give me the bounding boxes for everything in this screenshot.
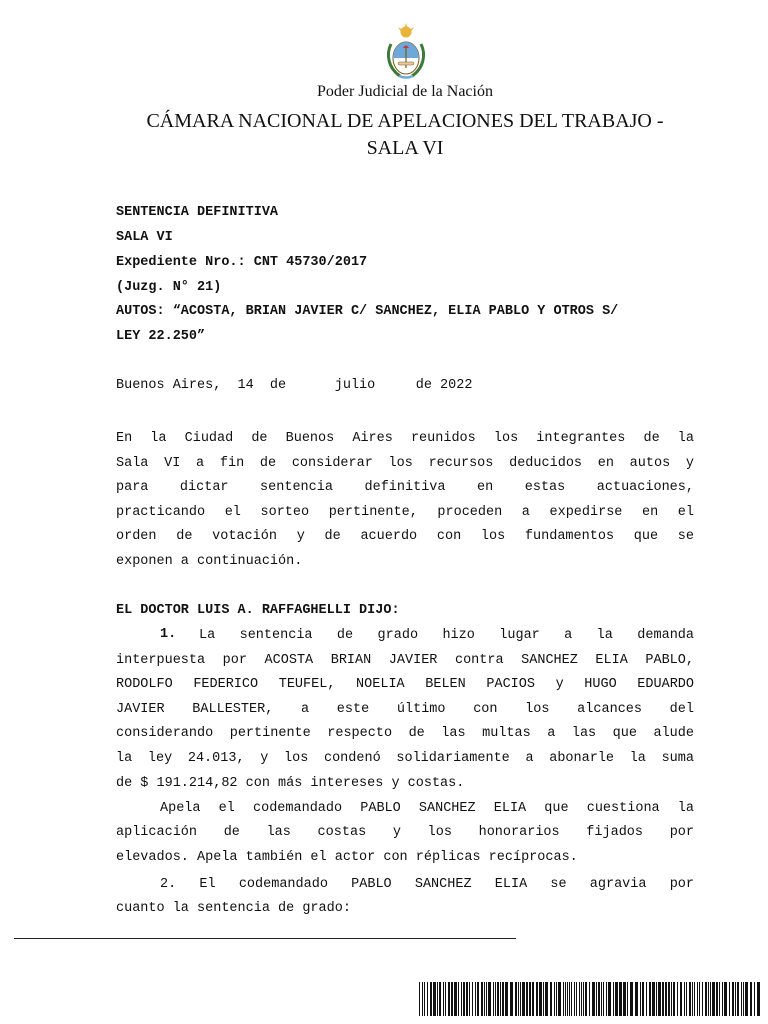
barcode-bar xyxy=(505,982,508,1016)
barcode-bar xyxy=(710,982,711,1016)
barcode-bar xyxy=(529,982,531,1016)
body-line: Apela el codemandado PABLO SANCHEZ ELIA que cuestiona la xyxy=(160,801,694,816)
caption-autos: AUTOS: “ACOSTA, BRIAN JAVIER C/ SANCHEZ, ELIA PABLO Y OTROS S/ xyxy=(116,304,619,319)
barcode-bar xyxy=(662,982,664,1016)
court-name: CÁMARA NACIONAL DE APELACIONES DEL TRABAJO - xyxy=(146,110,664,132)
intro-line: para dictar sentencia definitiva en estas actuaciones, xyxy=(116,480,694,495)
intro-line: orden de votación y de acuerdo con los fundamentos que se xyxy=(116,529,694,544)
court-chamber: SALA VI xyxy=(366,137,444,159)
barcode-bar xyxy=(640,982,641,1016)
barcode-bar xyxy=(750,982,752,1016)
barcode-bar xyxy=(574,982,575,1016)
barcode-bar xyxy=(461,982,462,1016)
barcode-bar xyxy=(652,982,655,1016)
barcode-bar xyxy=(585,982,587,1016)
body-line: elevados. Apela también el actor con réplicas recíprocas. xyxy=(116,850,578,865)
barcode-bar xyxy=(697,982,698,1016)
barcode-bar xyxy=(488,982,491,1016)
intro-line: practicando el sorteo pertinente, proceden a expedirse en el xyxy=(116,505,694,520)
barcode-bar xyxy=(463,982,465,1016)
barcode-bar xyxy=(554,982,555,1016)
barcode-bar xyxy=(543,982,544,1016)
barcode-bar xyxy=(603,982,604,1016)
barcode-bar xyxy=(579,982,580,1016)
barcode-bar xyxy=(558,982,561,1016)
barcode-bar xyxy=(437,982,438,1016)
intro-line: exponen a continuación. xyxy=(116,554,303,569)
barcode-bar xyxy=(569,982,570,1016)
barcode-bar xyxy=(518,982,519,1016)
barcode-bar xyxy=(613,982,614,1016)
barcode-bar xyxy=(571,982,572,1016)
barcode-bar xyxy=(592,982,595,1016)
barcode-bar xyxy=(741,982,742,1016)
barcode-bar xyxy=(677,982,678,1016)
barcode-bar xyxy=(565,982,566,1016)
barcode-bar xyxy=(589,982,590,1016)
barcode-bar xyxy=(722,982,723,1016)
barcode-bar xyxy=(477,982,479,1016)
barcode-bar xyxy=(545,982,548,1016)
barcode-bar xyxy=(656,982,657,1016)
barcode-bar xyxy=(502,982,504,1016)
barcode-bar xyxy=(443,982,444,1016)
barcode-bar xyxy=(627,982,628,1016)
body-line: considerando pertinente respecto de las multas a las que alude xyxy=(116,726,694,741)
barcode-bar xyxy=(724,982,727,1016)
barcode-bar xyxy=(550,982,552,1016)
barcode-bar xyxy=(608,982,611,1016)
barcode-bar xyxy=(469,982,470,1016)
barcode-bar xyxy=(702,982,703,1016)
barcode-bar xyxy=(658,982,661,1016)
caption-sala: SALA VI xyxy=(116,230,173,245)
barcode-bar xyxy=(635,982,638,1016)
intro-line: Sala VI a fin de considerar los recursos deducidos en autos y xyxy=(116,456,694,471)
barcode-bar xyxy=(439,982,441,1016)
barcode-bar xyxy=(630,982,633,1016)
barcode-bar xyxy=(684,982,685,1016)
barcode-bar xyxy=(422,982,423,1016)
barcode-bar xyxy=(520,982,521,1016)
barcode-bar xyxy=(583,982,584,1016)
barcode-bar xyxy=(705,982,707,1016)
body-line: cuanto la sentencia de grado: xyxy=(116,901,351,916)
barcode-bar xyxy=(596,982,597,1016)
caption-autos-cont: LEY 22.250” xyxy=(116,329,206,344)
barcode-bar xyxy=(673,982,675,1016)
barcode-bar xyxy=(623,982,626,1016)
barcode-bar xyxy=(493,982,494,1016)
barcode-bar xyxy=(430,982,432,1016)
barcode-bar xyxy=(466,982,468,1016)
barcode-bar xyxy=(719,982,720,1016)
body-line: 2. El codemandado PABLO SANCHEZ ELIA se agravia por xyxy=(160,877,694,892)
barcode-bar xyxy=(419,982,420,1016)
barcode-bar xyxy=(708,982,709,1016)
barcode-bar xyxy=(481,982,483,1016)
barcode-bar xyxy=(576,982,577,1016)
barcode-bar xyxy=(427,982,428,1016)
caption-juzgado: (Juzg. N° 21) xyxy=(116,280,222,295)
body-line: interpuesta por ACOSTA BRIAN JAVIER contra SANCHEZ ELIA PABLO, xyxy=(116,653,694,668)
footnote-divider xyxy=(14,938,516,939)
body-line: JAVIER BALLESTER, a este último con los alcances del xyxy=(116,702,694,717)
body-line: de $ 191.214,82 con más intereses y costas. xyxy=(116,776,465,791)
barcode-bar xyxy=(732,982,734,1016)
barcode-bar xyxy=(686,982,687,1016)
barcode-bar xyxy=(539,982,542,1016)
barcode-bar xyxy=(495,982,496,1016)
barcode-bar xyxy=(692,982,693,1016)
intro-line: En la Ciudad de Buenos Aires reunidos los integrantes de la xyxy=(116,431,694,446)
barcode-bar xyxy=(694,982,695,1016)
barcode-bar xyxy=(735,982,736,1016)
paragraph-number: 1. xyxy=(160,627,177,642)
barcode-bar xyxy=(515,982,517,1016)
barcode-bar xyxy=(743,982,744,1016)
barcode-bar xyxy=(424,982,425,1016)
barcode-bar xyxy=(680,982,682,1016)
barcode-bar xyxy=(619,982,622,1016)
barcode-bar xyxy=(712,982,715,1016)
judge-heading: EL DOCTOR LUIS A. RAFFAGHELLI DIJO: xyxy=(116,603,400,618)
barcode-bar xyxy=(448,982,450,1016)
barcode-bar xyxy=(563,982,564,1016)
body-line: La sentencia de grado hizo lugar a la demanda xyxy=(199,628,694,643)
barcode-bar xyxy=(458,982,459,1016)
barcode-bar xyxy=(729,982,730,1016)
body-line: aplicación de las costas y los honorarios fijados por xyxy=(116,825,694,840)
barcode-bar xyxy=(745,982,748,1016)
barcode-bar xyxy=(642,982,644,1016)
barcode-bar xyxy=(754,982,755,1016)
barcode-bar xyxy=(716,982,718,1016)
barcode-bar xyxy=(510,982,513,1016)
barcode-bar xyxy=(598,982,600,1016)
barcode-bar xyxy=(649,982,651,1016)
barcode-bar xyxy=(445,982,446,1016)
barcode-bar xyxy=(454,982,457,1016)
barcode-bar xyxy=(556,982,557,1016)
barcode-bar xyxy=(668,982,670,1016)
barcode-bar xyxy=(581,982,582,1016)
barcode-bar xyxy=(522,982,525,1016)
body-line: la ley 24.013, y los condenó solidariamente a abonarle la suma xyxy=(116,751,694,766)
barcode-bar xyxy=(699,982,700,1016)
barcode-bar xyxy=(601,982,602,1016)
barcode-bar xyxy=(526,982,528,1016)
institution-name: Poder Judicial de la Nación xyxy=(317,83,493,100)
barcode-bar xyxy=(671,982,672,1016)
barcode-bar xyxy=(486,982,487,1016)
barcode-bar xyxy=(497,982,499,1016)
barcode-bar xyxy=(472,982,473,1016)
barcode-bar xyxy=(475,982,476,1016)
body-line: RODOLFO FEDERICO TEUFEL, NOELIA BELEN PACIOS y HUGO EDUARDO xyxy=(116,677,694,692)
barcode-bar xyxy=(757,982,760,1016)
caption-sentencia: SENTENCIA DEFINITIVA xyxy=(116,205,279,220)
date-line: Buenos Aires, 14 de julio de 2022 xyxy=(116,378,473,393)
caption-expediente: Expediente Nro.: CNT 45730/2017 xyxy=(116,255,368,270)
barcode-bar xyxy=(484,982,485,1016)
barcode-bar xyxy=(451,982,453,1016)
barcode-bar xyxy=(689,982,691,1016)
barcode-bar xyxy=(433,982,436,1016)
barcode-icon xyxy=(419,982,761,1016)
barcode-bar xyxy=(665,982,667,1016)
barcode-bar xyxy=(615,982,618,1016)
barcode-bar xyxy=(567,982,568,1016)
barcode-bar xyxy=(500,982,501,1016)
barcode-bar xyxy=(532,982,534,1016)
barcode-bar xyxy=(737,982,739,1016)
barcode-bar xyxy=(606,982,607,1016)
argentina-coat-of-arms-icon xyxy=(383,22,429,82)
barcode-bar xyxy=(536,982,538,1016)
barcode-bar xyxy=(646,982,647,1016)
